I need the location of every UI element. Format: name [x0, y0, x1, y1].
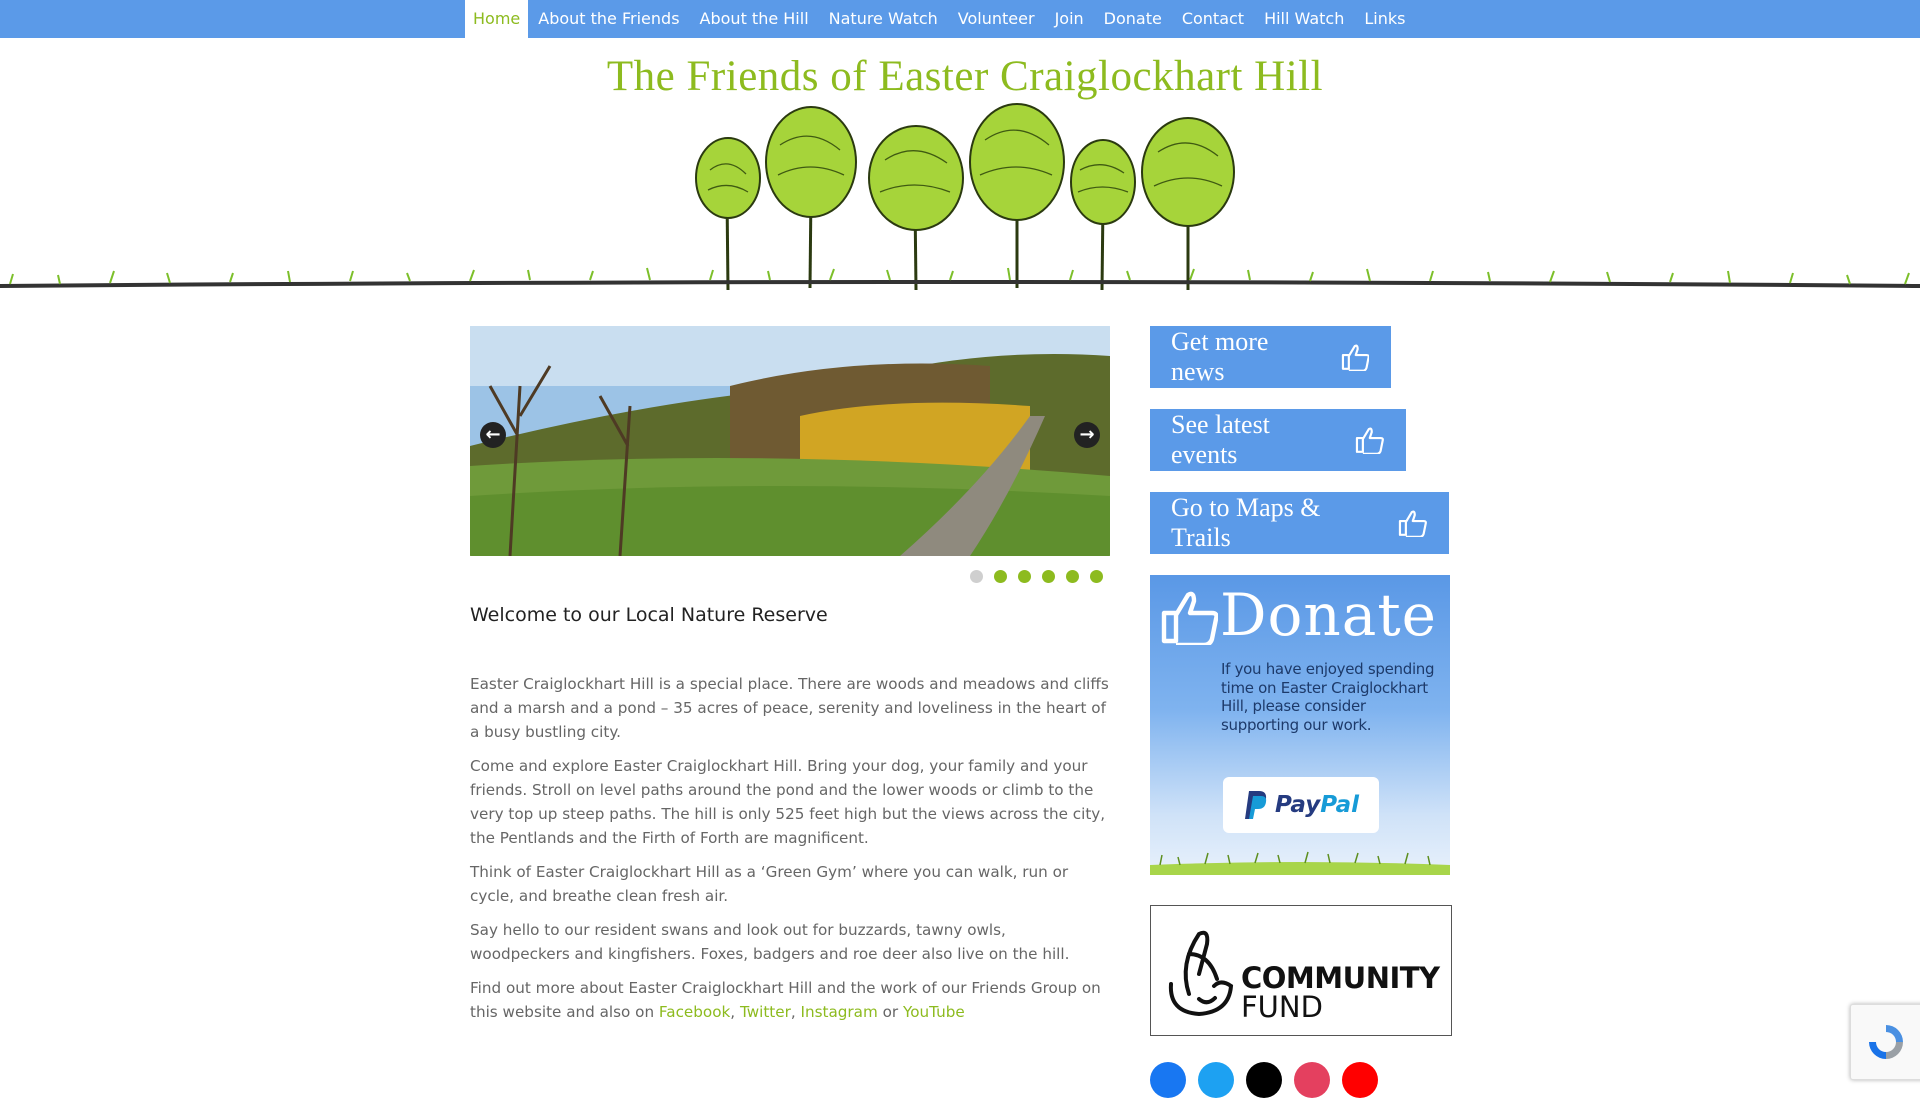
slider-dot[interactable]	[970, 570, 983, 583]
community-fund-text	[1241, 961, 1440, 1024]
nav-item-about-friends[interactable]: About the Friends	[538, 9, 680, 28]
slider-dot[interactable]	[994, 570, 1007, 583]
recaptcha-badge[interactable]	[1850, 1004, 1920, 1080]
site-title[interactable]: The Friends of Easter Craiglockhart Hill	[606, 53, 1324, 100]
x-icon[interactable]	[1246, 1062, 1282, 1098]
explore-paragraph: Come and explore Easter Craiglockhart Hill. Bring your dog, your family and your friends. Stroll on level paths around the pond and the lower woods or climb to the very top up steep paths. The hill is only 525 feet high but the views across the city, the Pentlands and the Firth of Forth are magnificent.	[470, 757, 1106, 847]
community-fund-logo[interactable]	[1150, 905, 1452, 1036]
grass-border	[0, 262, 1920, 298]
paypal-button[interactable]	[1223, 777, 1379, 833]
slider-dot[interactable]	[1042, 570, 1055, 583]
image-slider[interactable]	[470, 326, 1110, 556]
intro-paragraph: Easter Craiglockhart Hill is a special place. There are woods and meadows and cliffs and a marsh and a pond – 35 acres of peace, serenity and loveliness in the heart of a busy bustling city.	[470, 675, 1109, 741]
nav-item-volunteer[interactable]: Volunteer	[957, 9, 1035, 28]
nav-item-about-hill[interactable]: About the Hill	[699, 9, 809, 28]
instagram-link[interactable]: Instagram	[800, 1003, 878, 1021]
nav-item-hill-watch[interactable]: Hill Watch	[1264, 9, 1345, 28]
nav-item-nature-watch[interactable]: Nature Watch	[828, 9, 938, 28]
thumb-right-icon	[1354, 426, 1384, 454]
donate-banner[interactable]	[1150, 575, 1450, 875]
thumb-right-icon	[1397, 509, 1427, 537]
nav-item-join[interactable]: Join	[1054, 9, 1084, 28]
nav-item-home[interactable]: Home	[465, 0, 528, 38]
slider-dots	[970, 570, 1103, 583]
wildlife-paragraph: Say hello to our resident swans and look out for buzzards, tawny owls, woodpeckers and kingfishers. Foxes, badgers and roe deer also live on the hill.	[470, 921, 1070, 963]
donate-text: If you have enjoyed spending time on Easter Craiglockhart Hill, please consider supporting our work.	[1221, 660, 1435, 734]
separator: ,	[730, 1003, 736, 1021]
social-paragraph-text: Find out more about Easter Craiglockhart Hill and the work of our Friends Group on this website and also on	[470, 979, 1101, 1021]
paypal-wordmark-a: Pay	[1275, 792, 1321, 818]
social-paragraph	[470, 976, 1110, 1024]
slider-image-hill-path	[470, 326, 1110, 556]
top-nav	[0, 0, 1920, 38]
grass-border	[1150, 845, 1450, 875]
crossed-fingers-icon	[1159, 924, 1241, 1020]
donate-title: Donate	[1220, 581, 1437, 649]
social-icons	[1150, 1062, 1378, 1098]
maps-trails-button[interactable]	[1150, 492, 1449, 554]
community-fund-line1: COMMUNITY	[1241, 961, 1440, 995]
youtube-link[interactable]: YouTube	[902, 1003, 965, 1021]
green-gym-paragraph: Think of Easter Craiglockhart Hill as a ‘Green Gym’ where you can walk, run or cycle, and breathe clean fresh air.	[470, 863, 1069, 905]
facebook-link[interactable]: Facebook	[658, 1003, 731, 1021]
nav-menu	[465, 0, 1415, 38]
nav-item-links[interactable]: Links	[1364, 9, 1406, 28]
get-more-news-button[interactable]	[1150, 326, 1391, 388]
facebook-icon[interactable]	[1150, 1062, 1186, 1098]
nav-item-contact[interactable]: Contact	[1181, 9, 1245, 28]
instagram-icon[interactable]	[1294, 1062, 1330, 1098]
separator: or	[882, 1003, 899, 1021]
recaptcha-icon	[1865, 1021, 1907, 1063]
maps-trails-label: Go to Maps & Trails	[1171, 493, 1321, 552]
slider-dot[interactable]	[1090, 570, 1103, 583]
twitter-link[interactable]: Twitter	[739, 1003, 791, 1021]
thumb-right-icon	[1340, 343, 1369, 371]
main-content	[470, 604, 1110, 1034]
slider-dot[interactable]	[1066, 570, 1079, 583]
community-fund-line2: FUND	[1241, 990, 1323, 1024]
see-latest-events-label: See latest events	[1171, 410, 1270, 469]
nav-item-donate[interactable]: Donate	[1103, 9, 1162, 28]
slider-dot[interactable]	[1018, 570, 1031, 583]
paypal-wordmark	[1275, 792, 1359, 818]
paypal-wordmark-b: Pal	[1320, 792, 1359, 818]
youtube-icon[interactable]	[1342, 1062, 1378, 1098]
separator: ,	[790, 1003, 796, 1021]
paypal-logo-icon	[1243, 789, 1269, 821]
slider-next-button[interactable]: →	[1074, 422, 1100, 448]
slider-prev-button[interactable]: ←	[480, 422, 506, 448]
twitter-icon[interactable]	[1198, 1062, 1234, 1098]
see-latest-events-button[interactable]	[1150, 409, 1406, 471]
get-more-news-label: Get more news	[1171, 327, 1269, 386]
thumb-up-icon	[1158, 589, 1218, 645]
welcome-heading: Welcome to our Local Nature Reserve	[470, 604, 828, 626]
